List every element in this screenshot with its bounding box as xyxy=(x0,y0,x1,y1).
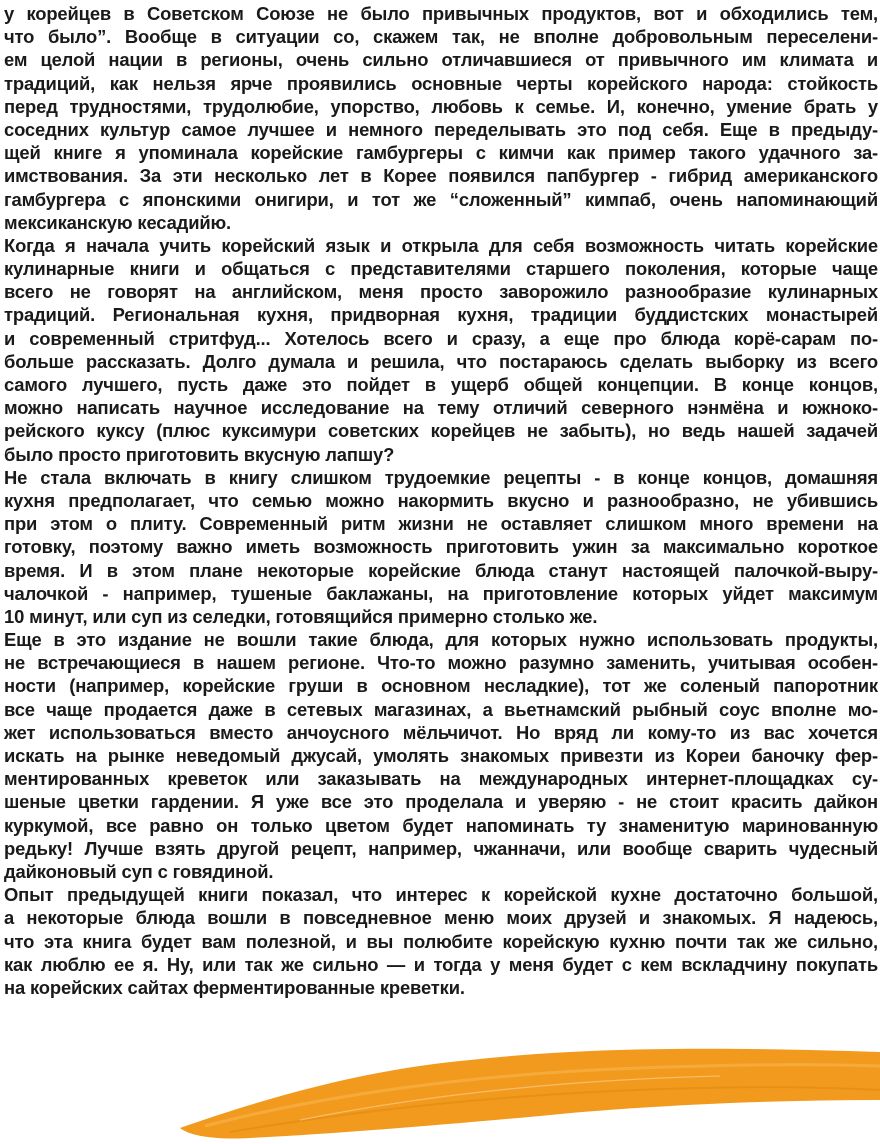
paragraph-1-line: традиций, как нельзя ярче проявились основные черты корейского народа: стойкость xyxy=(4,72,878,94)
paragraph-1-line: щей книге я упоминала корейские гамбургеры с кимчи как пример такого удачного за- xyxy=(4,142,878,164)
paragraph-1-line: перед трудностями, трудолюбие, упорство, любовь к семье. И, конечно, умение брать у xyxy=(4,95,878,117)
paragraph-1-line: гамбургера с японскими онигири, и тот же “сложенный” кимпаб, очень напоминающий xyxy=(4,188,878,210)
paragraph-1-line: имствования. За эти несколько лет в Корее появился папбургер - гибрид американского xyxy=(4,165,878,187)
body-text xyxy=(4,2,878,999)
paragraph-2-line: можно написать научное исследование на тему отличий северного нэнмёна и южноко- xyxy=(4,397,878,419)
paragraph-3-line: кухня предполагает, что семью можно накормить вкусно и разнообразно, не убившись xyxy=(4,489,878,511)
paragraph-3-line: 10 минут, или суп из селедки, готовящийся примерно столько же. xyxy=(4,605,598,627)
paragraph-5-line: а некоторые блюда вошли в повседневное меню моих друзей и знакомых. Я надеюсь, xyxy=(4,907,878,929)
paragraph-1-line: соседних культур самое лучшее и немного переделывать это под себя. Еще в предыду- xyxy=(4,118,878,140)
paragraph-4-line: жет использоваться вместо анчоусного мёльчичот. Но вряд ли кому-то из вас хочется xyxy=(4,721,878,743)
paragraph-4-line: куркумой, все равно он только цветом будет напоминать ту знаменитую маринованную xyxy=(4,814,878,836)
paragraph-2-line: рейского куксу (плюс куксимури советских корейцев не забыть), но ведь нашей задачей xyxy=(4,420,878,442)
paragraph-4-line: Еще в это издание не вошли такие блюда, для которых нужно использовать продукты, xyxy=(4,629,878,651)
paragraph-5-line: Опыт предыдущей книги показал, что интерес к корейской кухне достаточно большой, xyxy=(4,884,878,906)
paragraph-2-line: Когда я начала учить корейский язык и открыла для себя возможность читать корейские xyxy=(4,234,878,256)
paragraph-3-line: время. И в этом плане некоторые корейские блюда станут настоящей палочкой-выру- xyxy=(4,559,878,581)
paragraph-4-line: редьку! Лучше взять другой рецепт, например, чжанначи, или вообще сварить чудесный xyxy=(4,837,878,859)
paragraph-4-line: искать на рынке неведомый джусай, умолять знакомых привезти из Кореи баночку фер- xyxy=(4,745,878,766)
paragraph-4-line: не встречающиеся в нашем регионе. Что-то можно разумно заменить, учитывая особен- xyxy=(4,652,878,674)
orange-brush-stroke-icon xyxy=(0,1030,880,1144)
paragraph-2-line: кулинарные книги и общаться с представителями старшего поколения, которые чаще xyxy=(4,258,878,280)
paragraph-5-line: на корейских сайтах ферментированные креветки. xyxy=(4,976,465,998)
paragraph-4-line: дайконовый суп с говядиной. xyxy=(4,860,274,882)
paragraph-2-line: самого лучшего, пусть даже это пойдет в ущерб общей концепции. В конце концов, xyxy=(4,374,878,395)
paragraph-4-line: шеные цветки гардении. Я уже все это проделала и уверяю - не стоит красить дайкон xyxy=(4,791,878,813)
paragraph-4-line: все чаще продается даже в сетевых магазинах, а вьетнамский рыбный соус вполне мо- xyxy=(4,698,878,720)
paragraph-1-line: ем целой нации в регионы, очень сильно отличавшиеся от привычного им климата и xyxy=(4,49,878,71)
paragraph-2-line: было просто приготовить вкусную лапшу? xyxy=(4,443,395,465)
paragraph-1-line: у корейцев в Советском Союзе не было привычных продуктов, вот и обходились тем, xyxy=(4,3,878,24)
paragraph-1-line: мексиканскую кесадийю. xyxy=(4,211,232,233)
paragraph-4-line: ментированных креветок или заказывать на международных интернет-площадках су- xyxy=(4,768,878,790)
paragraph-4-line: ности (например, корейские груши в основном несладкие), тот же соленый папоротник xyxy=(4,675,878,697)
paragraph-2-line: и современный стритфуд... Хотелось всего и сразу, а еще про блюда корё-сарам по- xyxy=(4,327,878,349)
paragraph-2-line: традиций. Региональная кухня, придворная кухня, традиции буддистских монастырей xyxy=(4,304,878,326)
paragraph-3-line: готовку, поэтому важно иметь возможность приготовить ужин за максимально короткое xyxy=(4,536,878,558)
paragraph-3-line: при этом о плиту. Современный ритм жизни не оставляет слишком много времени на xyxy=(4,513,878,535)
paragraph-5-line: что эта книга будет вам полезной, и вы полюбите корейскую кухню почти так же сильно, xyxy=(4,930,878,952)
paragraph-2-line: всего не говорят на английском, меня просто заворожило разнообразие кулинарных xyxy=(4,281,878,303)
paragraph-1-line: что было”. Вообще в ситуации со, скажем так, не вполне добровольным переселени- xyxy=(4,26,878,48)
paragraph-3-line: чалочкой - например, тушеные баклажаны, на приготовление которых уйдет максимум xyxy=(4,582,878,604)
paragraph-2-line: больше рассказать. Долго думала и решила, что постараюсь сделать выборку из всего xyxy=(4,350,878,372)
paragraph-5-line: как люблю ее я. Ну, или так же сильно — и тогда у меня будет с кем вскладчину покупать xyxy=(4,953,878,975)
paragraph-3-line: Не стала включать в книгу слишком трудоемкие рецепты - в конце концов, домашняя xyxy=(4,466,878,488)
